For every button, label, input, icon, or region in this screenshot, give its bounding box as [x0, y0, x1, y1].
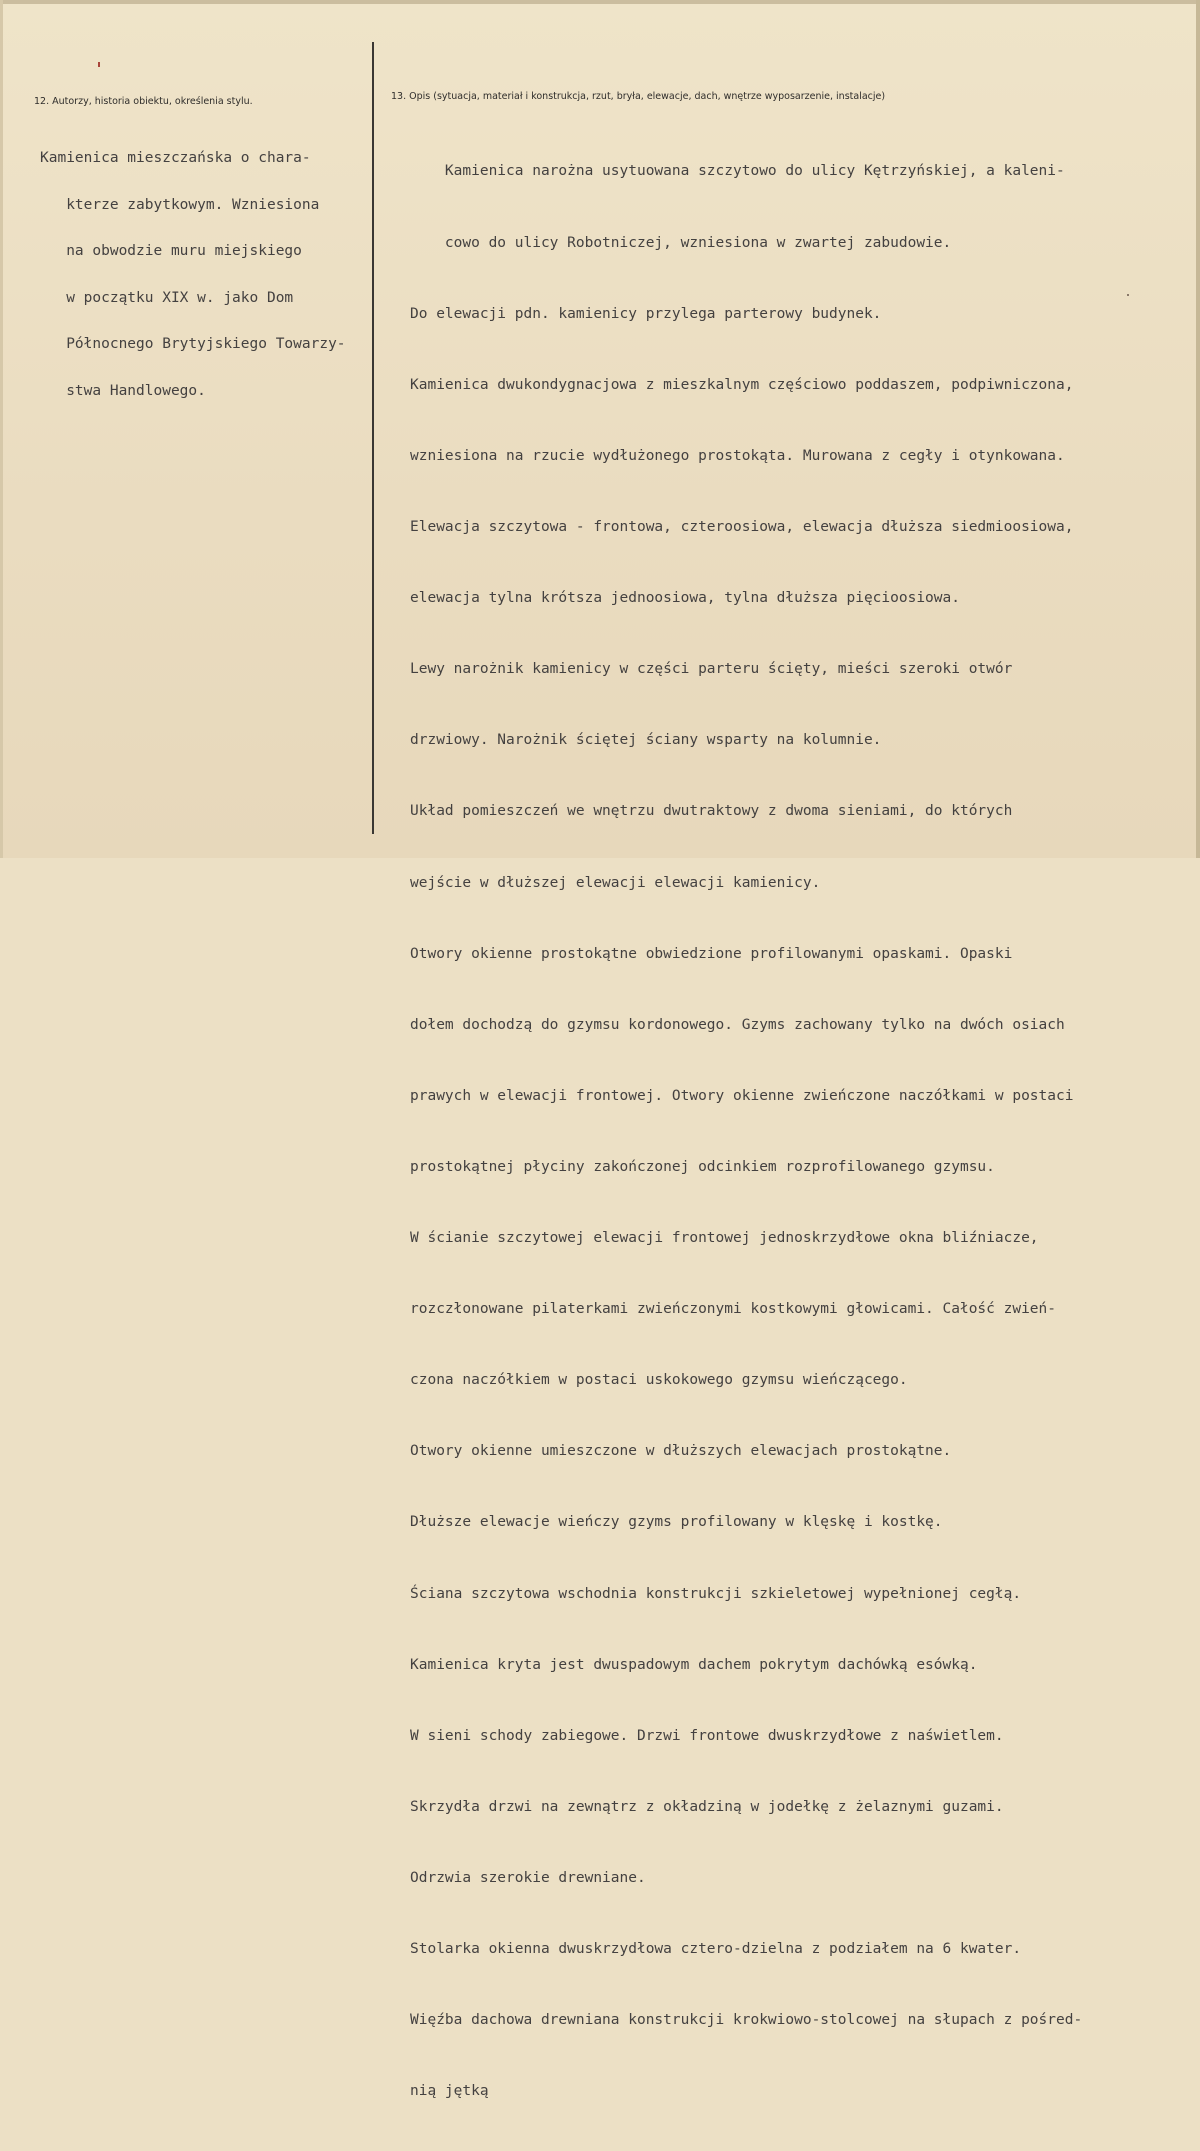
text-line: Elewacja szczytowa - frontowa, czteroosiowa, elewacja dłuższa siedmioosiowa,	[410, 518, 1074, 535]
text-line: W ścianie szczytowej elewacji frontowej jednoskrzydłowe okna bliźniacze,	[410, 1230, 1039, 1247]
paper-edge-left	[0, 0, 3, 858]
text-line: na obwodzie muru miejskiego	[40, 243, 302, 259]
paper-edge-right	[1196, 0, 1200, 858]
text-line: prawych w elewacji frontowej. Otwory okienne zwieńczone naczółkami w postaci	[410, 1087, 1074, 1104]
column-divider	[372, 42, 374, 834]
text-line: Do elewacji pdn. kamienicy przylega parterowy budynek.	[410, 305, 882, 322]
text-line: stwa Handlowego.	[40, 382, 206, 399]
text-line: drzwiowy. Narożnik ściętej ściany wsparty na kolumnie.	[410, 732, 882, 749]
text-line: Lewy narożnik kamienicy w części parteru ścięty, mieści szeroki otwór	[410, 661, 1013, 678]
text-line: wzniesiona na rzucie wydłużonego prostokąta. Murowana z cegły i otynkowana.	[410, 447, 1065, 464]
text-line: Kamienica narożna usytuowana szczytowo do ulicy Kętrzyńskiej, a kaleni-	[410, 163, 1065, 180]
text-line: prostokątnej płyciny zakończonej odcinkiem rozprofilowanego gzymsu.	[410, 1158, 995, 1175]
text-line: czona naczółkiem w postaci uskokowego gzymsu wieńczącego.	[410, 1372, 908, 1389]
text-line: Północnego Brytyjskiego Towarzy-	[40, 336, 346, 352]
paper-speck	[98, 62, 100, 67]
text-line: Stolarka okienna dwuskrzydłowa cztero-dzielna z podziałem na 6 kwater.	[410, 1941, 1022, 1958]
text-line: Układ pomieszczeń we wnętrzu dwutraktowy z dwoma sieniami, do których	[410, 803, 1013, 820]
text-line: cowo do ulicy Robotniczej, wzniesiona w zwartej zabudowie.	[410, 234, 952, 251]
text-line: nią jętką	[410, 2083, 489, 2100]
text-line: dołem dochodzą do gzymsu kordonowego. Gzyms zachowany tylko na dwóch osiach	[410, 1016, 1065, 1033]
section-12-heading: 12. Autorzy, historia obiektu, określenia stylu.	[34, 96, 253, 107]
text-line: wejście w dłuższej elewacji elewacji kamienicy.	[410, 874, 821, 891]
text-line: Dłuższe elewacje wieńczy gzyms profilowany w klęskę i kostkę.	[410, 1514, 943, 1531]
text-line: Otwory okienne prostokątne obwiedzione profilowanymi opaskami. Opaski	[410, 945, 1013, 962]
text-line: rozczłonowane pilaterkami zwieńczonymi kostkowymi głowicami. Całość zwień-	[410, 1301, 1057, 1318]
section-12-text	[40, 120, 346, 430]
text-line: Otwory okienne umieszczone w dłuższych elewacjach prostokątne.	[410, 1443, 952, 1460]
text-line: kterze zabytkowym. Wzniesiona	[40, 196, 320, 213]
text-line: Więźba dachowa drewniana konstrukcji krokwiowo-stolcowej na słupach z pośred-	[410, 2012, 1083, 2029]
text-line: w początku XIX w. jako Dom	[40, 289, 294, 306]
text-line: Skrzydła drzwi na zewnątrz z okładziną w jodełkę z żelaznymi guzami.	[410, 1798, 1004, 1815]
text-line: Kamienica dwukondygnacjowa z mieszkalnym częściowo poddaszem, podpiwniczona,	[410, 376, 1074, 393]
text-line: elewacja tylna krótsza jednoosiowa, tylna dłuższa pięcioosiowa.	[410, 590, 960, 607]
section-13-text	[410, 113, 1082, 2151]
text-line: Kamienica kryta jest dwuspadowym dachem pokrytym dachówką esówką.	[410, 1656, 978, 1673]
text-line: W sieni schody zabiegowe. Drzwi frontowe dwuskrzydłowe z naświetlem.	[410, 1727, 1004, 1744]
paper-edge-top	[0, 0, 1200, 4]
text-line: Odrzwia szerokie drewniane.	[410, 1870, 646, 1887]
text-line: Ściana szczytowa wschodnia konstrukcji szkieletowej wypełnionej cegłą.	[410, 1585, 1022, 1602]
section-13-heading: 13. Opis (sytuacja, materiał i konstrukcja, rzut, bryła, elewacje, dach, wnętrze wyposarzenie, instalacje)	[391, 91, 886, 102]
paper-speck	[1127, 294, 1129, 296]
text-line: Kamienica mieszczańska o chara-	[40, 150, 311, 166]
